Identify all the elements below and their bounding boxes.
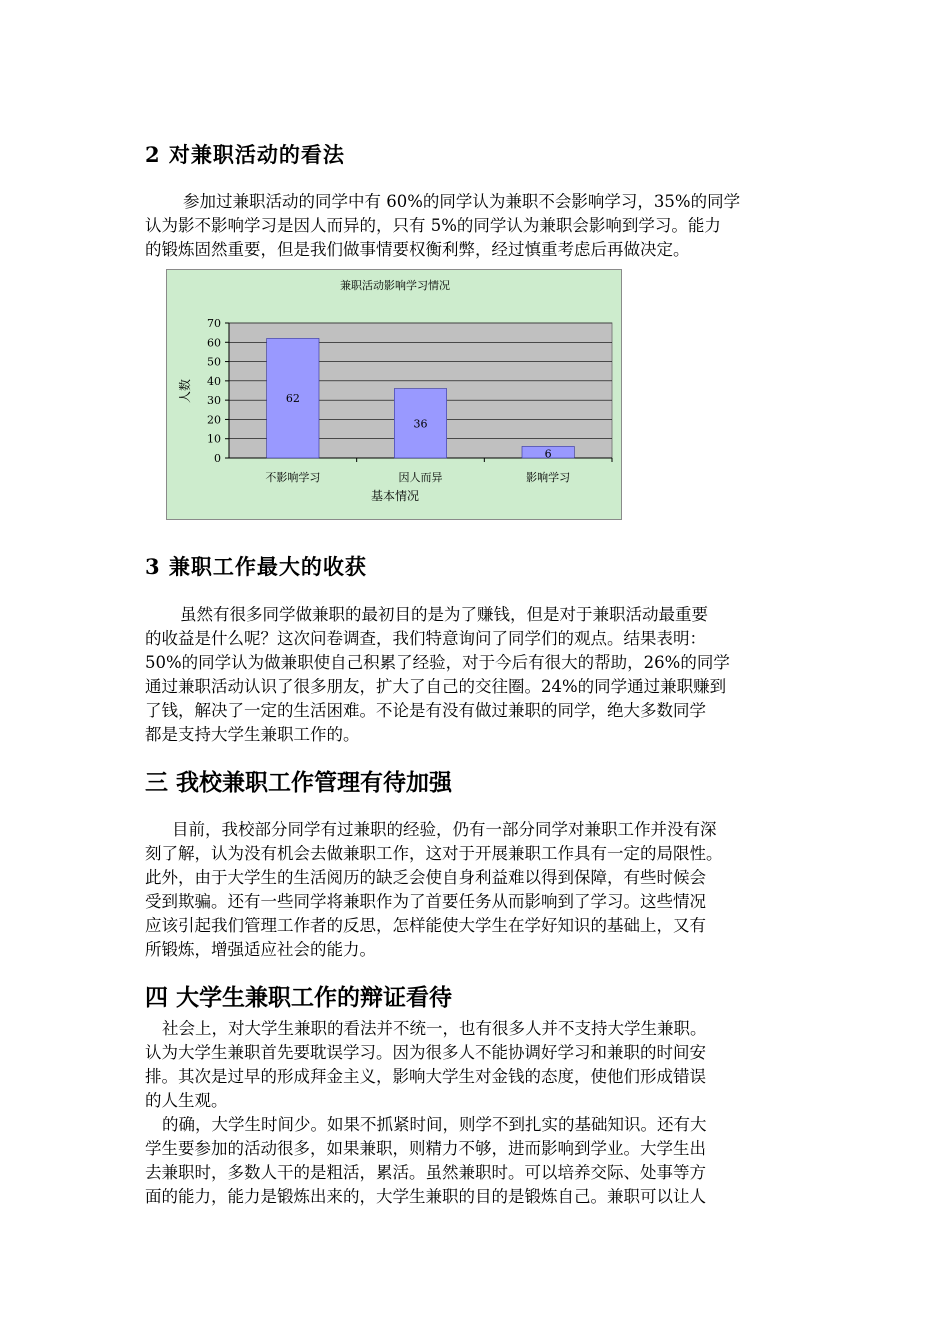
- paragraph-line: 此外，由于大学生的生活阅历的缺乏会使自身利益难以得到保障，有些时候会: [145, 868, 706, 887]
- bar-chart: [166, 269, 622, 520]
- paragraph-line: 的收益是什么呢？这次问卷调查，我们特意询问了同学们的观点。结果表明：: [145, 629, 706, 648]
- section-2-paragraph: [145, 190, 825, 262]
- x-category-label: 影响学习: [526, 471, 571, 484]
- paragraph-line: 虽然有很多同学做兼职的最初目的是为了赚钱，但是对于兼职活动最重要: [180, 605, 708, 624]
- chart-y-axis-label: 人数: [178, 378, 192, 404]
- chart-title: 兼职活动影响学习情况: [340, 279, 450, 292]
- y-tick-label: 70: [207, 317, 221, 330]
- paragraph-line: 的锻炼固然重要，但是我们做事情要权衡利弊，经过慎重考虑后再做决定。: [145, 240, 690, 259]
- paragraph-line: 学生要参加的活动很多，如果兼职，则精力不够，进而影响到学业。大学生出: [145, 1139, 706, 1158]
- y-tick-label: 30: [207, 394, 221, 408]
- paragraph-line: 的人生观。: [145, 1091, 228, 1110]
- y-tick-label: 20: [207, 413, 221, 427]
- y-tick-label: 40: [207, 374, 221, 388]
- bar-data-label: 62: [285, 392, 300, 406]
- y-tick-label: 0: [214, 452, 221, 465]
- bar-chart-svg: [167, 270, 623, 521]
- paragraph-line: 都是支持大学生兼职工作的。: [145, 725, 360, 744]
- paragraph-line: 所锻炼，增强适应社会的能力。: [145, 940, 376, 959]
- section-heading-2: 2 对兼职活动的看法: [145, 142, 345, 167]
- paragraph-line: 的确，大学生时间少。如果不抓紧时间，则学不到扎实的基础知识。还有大: [162, 1115, 707, 1134]
- y-tick-label: 10: [207, 432, 221, 446]
- y-tick-label: 50: [207, 355, 221, 369]
- section-san-paragraph: [145, 818, 825, 962]
- paragraph-line: 刻了解，认为没有机会去做兼职工作，这对于开展兼职工作具有一定的局限性。: [145, 844, 723, 863]
- paragraph-line: 目前，我校部分同学有过兼职的经验，仍有一部分同学对兼职工作并没有深: [172, 820, 717, 839]
- paragraph-line: 认为影不影响学习是因人而异的，只有 5%的同学认为兼职会影响到学习。能力: [145, 216, 721, 235]
- x-category-label: 因人而异: [398, 471, 443, 484]
- paragraph-line: 了钱，解决了一定的生活困难。不论是有没有做过兼职的同学，绝大多数同学: [145, 701, 706, 720]
- paragraph-line: 面的能力，能力是锻炼出来的，大学生兼职的目的是锻炼自己。兼职可以让人: [145, 1187, 706, 1206]
- paragraph-line: 50%的同学认为做兼职使自己积累了经验，对于今后有很大的帮助，26%的同学: [145, 653, 730, 672]
- bar-data-label: 36: [413, 417, 428, 431]
- paragraph-line: 认为大学生兼职首先要耽误学习。因为很多人不能协调好学习和兼职的时间安: [145, 1043, 706, 1062]
- paragraph-line: 社会上，对大学生兼职的看法并不统一，也有很多人并不支持大学生兼职。: [162, 1019, 707, 1038]
- paragraph-line: 受到欺骗。还有一些同学将兼职作为了首要任务从而影响到了学习。这些情况: [145, 892, 706, 911]
- chart-x-axis-label: 基本情况: [370, 489, 420, 503]
- paragraph-line: 去兼职时，多数人干的是粗活，累活。虽然兼职时。可以培养交际、处事等方: [145, 1163, 706, 1182]
- section-3-paragraph: [145, 603, 825, 747]
- section-si-paragraph: [145, 1017, 825, 1209]
- x-category-label: 不影响学习: [265, 471, 321, 484]
- section-heading-si: 四 大学生兼职工作的辩证看待: [145, 985, 453, 1011]
- paragraph-line: 参加过兼职活动的同学中有 60%的同学认为兼职不会影响学习，35%的同学: [183, 192, 741, 211]
- paragraph-line: 排。其次是过早的形成拜金主义，影响大学生对金钱的态度，使他们形成错误: [145, 1067, 706, 1086]
- paragraph-line: 通过兼职活动认识了很多朋友，扩大了自己的交往圈。24%的同学通过兼职赚到: [145, 677, 727, 696]
- y-tick-label: 60: [207, 336, 221, 350]
- section-heading-3: 3 兼职工作最大的收获: [145, 554, 367, 579]
- section-heading-san: 三 我校兼职工作管理有待加强: [145, 770, 453, 796]
- bar-data-label: 6: [544, 447, 552, 461]
- paragraph-line: 应该引起我们管理工作者的反思，怎样能使大学生在学好知识的基础上，又有: [145, 916, 706, 935]
